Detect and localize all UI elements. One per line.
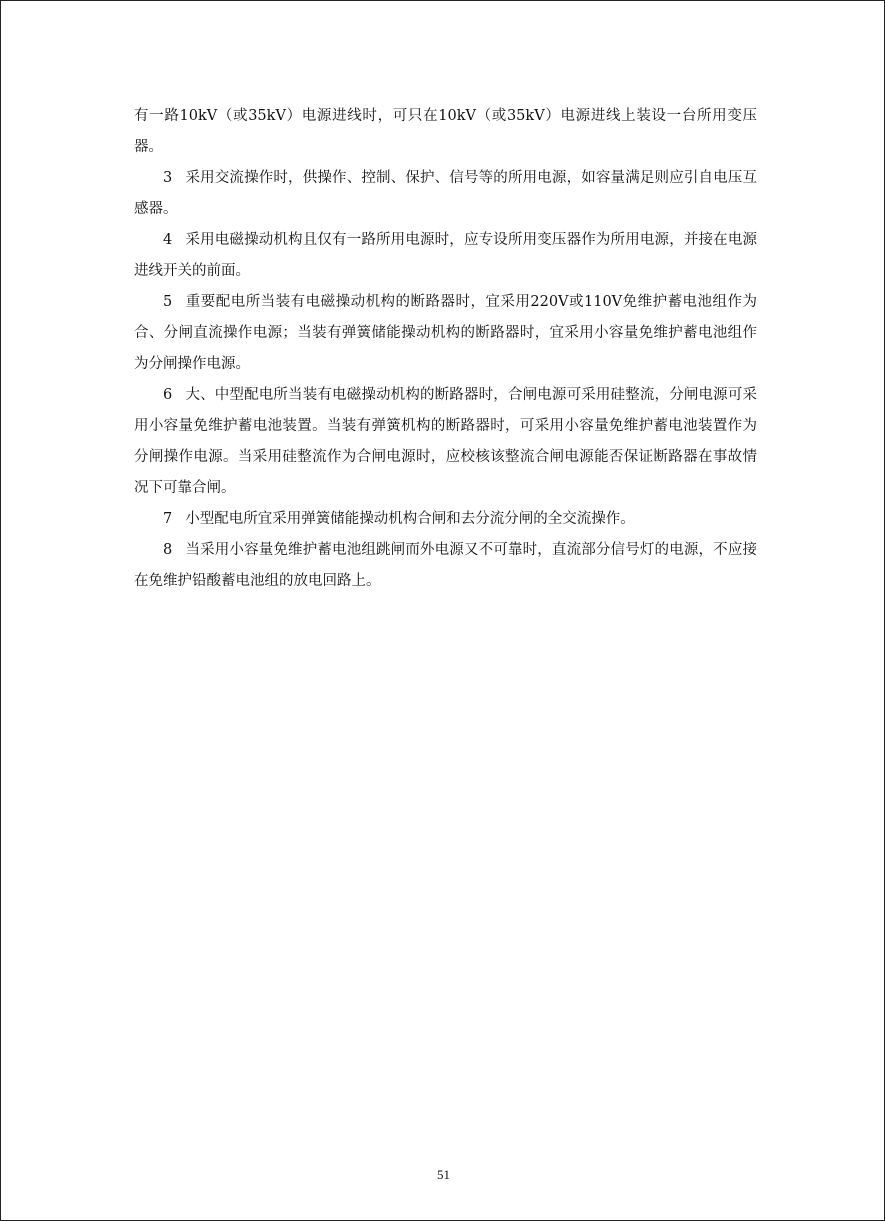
clause-text: 当采用小容量免维护蓄电池组跳闸而外电源又不可靠时，直流部分信号灯的电源，不应接在免维护铅酸蓄电池组的放电回路上。 bbox=[134, 542, 757, 589]
clause-5 bbox=[134, 287, 757, 380]
clause-text: 采用交流操作时，供操作、控制、保护、信号等的所用电源，如容量满足则应引自电压互感器。 bbox=[134, 170, 757, 217]
clause-7 bbox=[134, 504, 757, 535]
clause-8 bbox=[134, 535, 757, 597]
document-body bbox=[134, 101, 757, 597]
clause-number: 5 bbox=[163, 294, 173, 310]
paragraph-text: 有一路10kV（或35kV）电源进线时，可只在10kV（或35kV）电源进线上装设一台所用变压器。 bbox=[134, 108, 757, 155]
clause-text: 重要配电所当装有电磁操动机构的断路器时，宜采用220V或110V免维护蓄电池组作为合、分闸直流操作电源；当装有弹簧储能操动机构的断路器时，宜采用小容量免维护蓄电池组作为分闸操作电源。 bbox=[134, 294, 757, 372]
clause-text: 采用电磁操动机构且仅有一路所用电源时，应专设所用变压器作为所用电源，并接在电源进线开关的前面。 bbox=[134, 232, 757, 279]
clause-4 bbox=[134, 225, 757, 287]
page-number: 51 bbox=[437, 1167, 450, 1182]
clause-text: 大、中型配电所当装有电磁操动机构的断路器时，合闸电源可采用硅整流，分闸电源可采用小容量免维护蓄电池装置。当装有弹簧机构的断路器时，可采用小容量免维护蓄电池装置作为分闸操作电源。当采用硅整流作为合闸电源时，应校核该整流合闸电源能否保证断路器在事故情况下可靠合闸。 bbox=[134, 387, 757, 496]
clause-6 bbox=[134, 380, 757, 504]
clause-text: 小型配电所宜采用弹簧储能操动机构合闸和去分流分闸的全交流操作。 bbox=[185, 511, 635, 527]
paragraph-continuation bbox=[134, 101, 757, 163]
clause-number: 6 bbox=[163, 387, 173, 403]
clause-number: 3 bbox=[163, 170, 173, 186]
clause-3 bbox=[134, 163, 757, 225]
clause-number: 7 bbox=[163, 511, 173, 527]
clause-number: 8 bbox=[163, 542, 173, 558]
clause-number: 4 bbox=[163, 232, 173, 248]
